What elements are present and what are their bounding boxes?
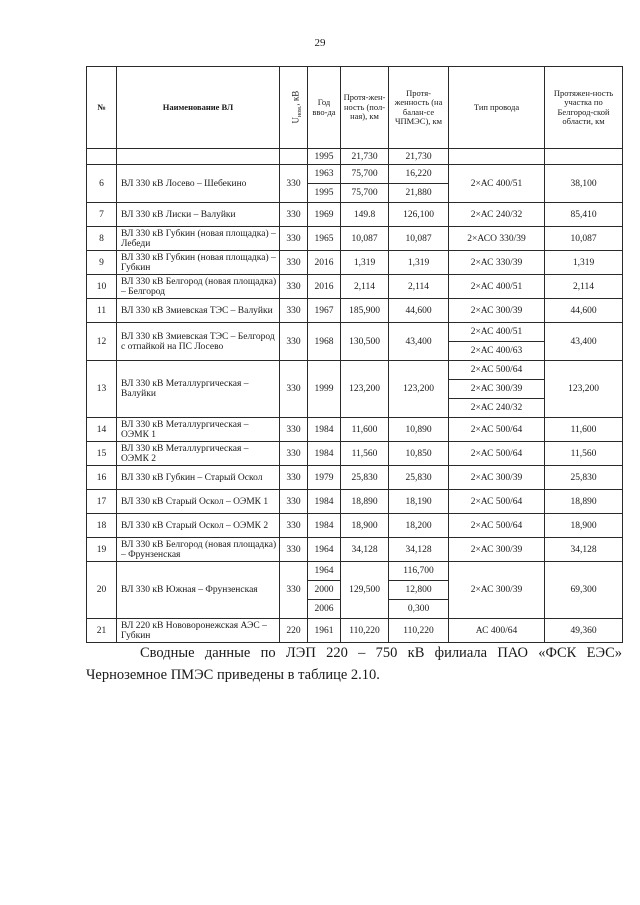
- row-year: 1979: [308, 466, 341, 490]
- row-length-region: 49,360: [545, 619, 623, 643]
- row-length-region: 11,560: [545, 442, 623, 466]
- row-num: 10: [87, 275, 117, 299]
- row-length-region: 2,114: [545, 275, 623, 299]
- row-length-balance: 18,200: [389, 514, 449, 538]
- row-voltage: 330: [280, 203, 308, 227]
- row-name: ВЛ 330 кВ Металлургическая – ОЭМК 2: [117, 442, 280, 466]
- row-year: 1963: [308, 165, 341, 184]
- row-wire-type: 2×АС 400/51: [449, 275, 545, 299]
- row-length-region: 69,300: [545, 562, 623, 619]
- row-length-full: 34,128: [341, 538, 389, 562]
- row-length-balance: 116,700: [389, 562, 449, 581]
- table-row: [87, 514, 623, 538]
- row-length-balance: 10,850: [389, 442, 449, 466]
- summary-paragraph: [86, 642, 622, 686]
- row-name: ВЛ 330 кВ Металлургическая – Валуйки: [117, 361, 280, 418]
- row-wire-type: 2×АС 500/64: [449, 514, 545, 538]
- row-year: 1961: [308, 619, 341, 643]
- table-row: [87, 490, 623, 514]
- row-length-balance: 126,100: [389, 203, 449, 227]
- row-num: 20: [87, 562, 117, 619]
- row-length-full: 185,900: [341, 299, 389, 323]
- header-num: №: [87, 67, 117, 149]
- header-length-balance: Протя-женность (на балан-се ЧПМЭС), км: [389, 67, 449, 149]
- table-row: [87, 538, 623, 562]
- paragraph-line-1: Сводные данные по ЛЭП 220 – 750 кВ филиала ПАО «ФСК ЕЭС»: [140, 645, 622, 661]
- row-voltage: 330: [280, 227, 308, 251]
- table-row: [87, 619, 623, 643]
- row-wire-type: 2×АС 400/63: [449, 342, 545, 361]
- row-wire-type: 2×АС 400/51: [449, 165, 545, 203]
- row-name: ВЛ 330 кВ Губкин (новая площадка) – Лебеди: [117, 227, 280, 251]
- row-voltage: 330: [280, 251, 308, 275]
- row-wire-type: 2×АС 300/39: [449, 466, 545, 490]
- table-row: [87, 466, 623, 490]
- row-num: 12: [87, 323, 117, 361]
- row-length-balance: 44,600: [389, 299, 449, 323]
- table-header-row: [87, 67, 623, 149]
- row-wire-type: 2×АС 500/64: [449, 490, 545, 514]
- table-row: [87, 418, 623, 442]
- row-num: 13: [87, 361, 117, 418]
- row-length-region: 25,830: [545, 466, 623, 490]
- header-length-region: Протяжен-ность участка по Белгород-ской области, км: [545, 67, 623, 149]
- row-length-region: 123,200: [545, 361, 623, 418]
- row-voltage: 330: [280, 165, 308, 203]
- row-wire-type: 2×АС 300/39: [449, 380, 545, 399]
- row-voltage: 330: [280, 323, 308, 361]
- row-num: 14: [87, 418, 117, 442]
- row-year: 1984: [308, 490, 341, 514]
- row-length-region: 10,087: [545, 227, 623, 251]
- row-name: ВЛ 330 кВ Губкин – Старый Оскол: [117, 466, 280, 490]
- row-year: 2016: [308, 275, 341, 299]
- row-length-balance: 43,400: [389, 323, 449, 361]
- row-num: 15: [87, 442, 117, 466]
- row-length-balance: 21,880: [389, 184, 449, 203]
- row-num: 16: [87, 466, 117, 490]
- row-name: ВЛ 330 кВ Змиевская ТЭС – Валуйки: [117, 299, 280, 323]
- row-wire-type: 2×АС 240/32: [449, 399, 545, 418]
- table-row: [87, 251, 623, 275]
- row-voltage: 330: [280, 442, 308, 466]
- header-voltage: $U_{ном.}$, кВ: [280, 67, 308, 149]
- row-length-balance: 34,128: [389, 538, 449, 562]
- row-length-full: 11,560: [341, 442, 389, 466]
- row-year: 2006: [308, 600, 341, 619]
- row-year: 1984: [308, 514, 341, 538]
- row-voltage: 330: [280, 538, 308, 562]
- row-name: [117, 149, 280, 165]
- row-length-balance: 16,220: [389, 165, 449, 184]
- row-length-full: 21,730: [341, 149, 389, 165]
- row-length-balance: 25,830: [389, 466, 449, 490]
- table-row: [87, 299, 623, 323]
- row-name: ВЛ 330 кВ Белгород (новая площадка) – Белгород: [117, 275, 280, 299]
- row-wire-type: 2×АС 300/39: [449, 538, 545, 562]
- row-length-full: 11,600: [341, 418, 389, 442]
- row-year: 1984: [308, 442, 341, 466]
- row-year: 2016: [308, 251, 341, 275]
- row-voltage: [280, 149, 308, 165]
- row-length-region: 1,319: [545, 251, 623, 275]
- header-year: Год вво-да: [308, 67, 341, 149]
- row-voltage: 330: [280, 275, 308, 299]
- row-year: 1965: [308, 227, 341, 251]
- row-num: 17: [87, 490, 117, 514]
- row-length-region: 34,128: [545, 538, 623, 562]
- row-name: ВЛ 330 кВ Старый Оскол – ОЭМК 2: [117, 514, 280, 538]
- row-num: 7: [87, 203, 117, 227]
- row-name: ВЛ 330 кВ Губкин (новая площадка) – Губкин: [117, 251, 280, 275]
- row-length-full: 130,500: [341, 323, 389, 361]
- row-length-balance: 1,319: [389, 251, 449, 275]
- row-name: ВЛ 330 кВ Змиевская ТЭС – Белгород с отпайкой на ПС Лосево: [117, 323, 280, 361]
- row-length-region: 44,600: [545, 299, 623, 323]
- paragraph-line-2: Черноземное ПМЭС приведены в таблице 2.10.: [86, 667, 380, 683]
- row-length-region: 18,900: [545, 514, 623, 538]
- row-length-full: 10,087: [341, 227, 389, 251]
- row-length-balance: 0,300: [389, 600, 449, 619]
- table-row: [87, 227, 623, 251]
- row-num: [87, 149, 117, 165]
- header-name: Наименование ВЛ: [117, 67, 280, 149]
- row-wire-type: 2×АС 500/64: [449, 442, 545, 466]
- row-wire-type: 2×АС 240/32: [449, 203, 545, 227]
- table-row: [87, 323, 623, 342]
- row-length-balance: 18,190: [389, 490, 449, 514]
- row-name: ВЛ 330 кВ Старый Оскол – ОЭМК 1: [117, 490, 280, 514]
- table-row: [87, 442, 623, 466]
- row-wire-type: [449, 149, 545, 165]
- row-year: 1995: [308, 184, 341, 203]
- row-year: 1995: [308, 149, 341, 165]
- row-length-full: 75,700: [341, 165, 389, 184]
- table-row: [87, 562, 623, 581]
- row-name: ВЛ 330 кВ Лосево – Шебекино: [117, 165, 280, 203]
- row-num: 11: [87, 299, 117, 323]
- row-voltage: 220: [280, 619, 308, 643]
- row-num: 6: [87, 165, 117, 203]
- row-length-balance: 123,200: [389, 361, 449, 418]
- row-voltage: 330: [280, 562, 308, 619]
- row-year: 2000: [308, 581, 341, 600]
- row-year: 1964: [308, 538, 341, 562]
- row-wire-type: 2×АСО 330/39: [449, 227, 545, 251]
- row-wire-type: АС 400/64: [449, 619, 545, 643]
- row-length-region: 85,410: [545, 203, 623, 227]
- row-length-balance: 110,220: [389, 619, 449, 643]
- row-voltage: 330: [280, 466, 308, 490]
- page-number: 29: [314, 37, 326, 49]
- row-num: 21: [87, 619, 117, 643]
- row-year: 1964: [308, 562, 341, 581]
- row-name: ВЛ 220 кВ Нововоронежская АЭС – Губкин: [117, 619, 280, 643]
- table-row: [87, 275, 623, 299]
- row-length-balance: 10,890: [389, 418, 449, 442]
- row-length-full: 110,220: [341, 619, 389, 643]
- row-length-region: 43,400: [545, 323, 623, 361]
- table-row: [87, 165, 623, 184]
- row-wire-type: 2×АС 500/64: [449, 418, 545, 442]
- row-length-full: 123,200: [341, 361, 389, 418]
- row-length-full: 1,319: [341, 251, 389, 275]
- row-length-full: 25,830: [341, 466, 389, 490]
- row-voltage: 330: [280, 490, 308, 514]
- row-voltage: 330: [280, 514, 308, 538]
- row-num: 19: [87, 538, 117, 562]
- row-wire-type: 2×АС 330/39: [449, 251, 545, 275]
- row-voltage: 330: [280, 299, 308, 323]
- row-length-balance: 2,114: [389, 275, 449, 299]
- row-name: ВЛ 330 кВ Лиски – Валуйки: [117, 203, 280, 227]
- row-voltage: 330: [280, 361, 308, 418]
- row-length-region: 18,890: [545, 490, 623, 514]
- row-name: ВЛ 330 кВ Белгород (новая площадка) – Фрунзенская: [117, 538, 280, 562]
- row-year: 1967: [308, 299, 341, 323]
- row-length-full: 149.8: [341, 203, 389, 227]
- row-year: 1999: [308, 361, 341, 418]
- row-wire-type: 2×АС 300/39: [449, 299, 545, 323]
- row-length-full: 75,700: [341, 184, 389, 203]
- row-wire-type: 2×АС 300/39: [449, 562, 545, 619]
- row-length-full: 18,890: [341, 490, 389, 514]
- table-row: [87, 361, 623, 380]
- row-year: 1968: [308, 323, 341, 361]
- row-length-full: 129,500: [341, 562, 389, 619]
- row-num: 9: [87, 251, 117, 275]
- row-length-balance: 12,800: [389, 581, 449, 600]
- row-length-region: 38,100: [545, 165, 623, 203]
- row-name: ВЛ 330 кВ Металлургическая – ОЭМК 1: [117, 418, 280, 442]
- power-lines-table: [86, 66, 623, 643]
- row-length-full: 2,114: [341, 275, 389, 299]
- row-voltage: 330: [280, 418, 308, 442]
- row-num: 18: [87, 514, 117, 538]
- row-num: 8: [87, 227, 117, 251]
- table-row: [87, 203, 623, 227]
- row-length-region: [545, 149, 623, 165]
- row-wire-type: 2×АС 500/64: [449, 361, 545, 380]
- row-name: ВЛ 330 кВ Южная – Фрунзенская: [117, 562, 280, 619]
- row-year: 1984: [308, 418, 341, 442]
- row-length-full: 18,900: [341, 514, 389, 538]
- row-length-balance: 10,087: [389, 227, 449, 251]
- row-year: 1969: [308, 203, 341, 227]
- row-length-balance: 21,730: [389, 149, 449, 165]
- header-length-full: Протя-жен-ность (пол-ная), км: [341, 67, 389, 149]
- row-wire-type: 2×АС 400/51: [449, 323, 545, 342]
- table-row: [87, 149, 623, 165]
- row-length-region: 11,600: [545, 418, 623, 442]
- header-wire-type: Тип провода: [449, 67, 545, 149]
